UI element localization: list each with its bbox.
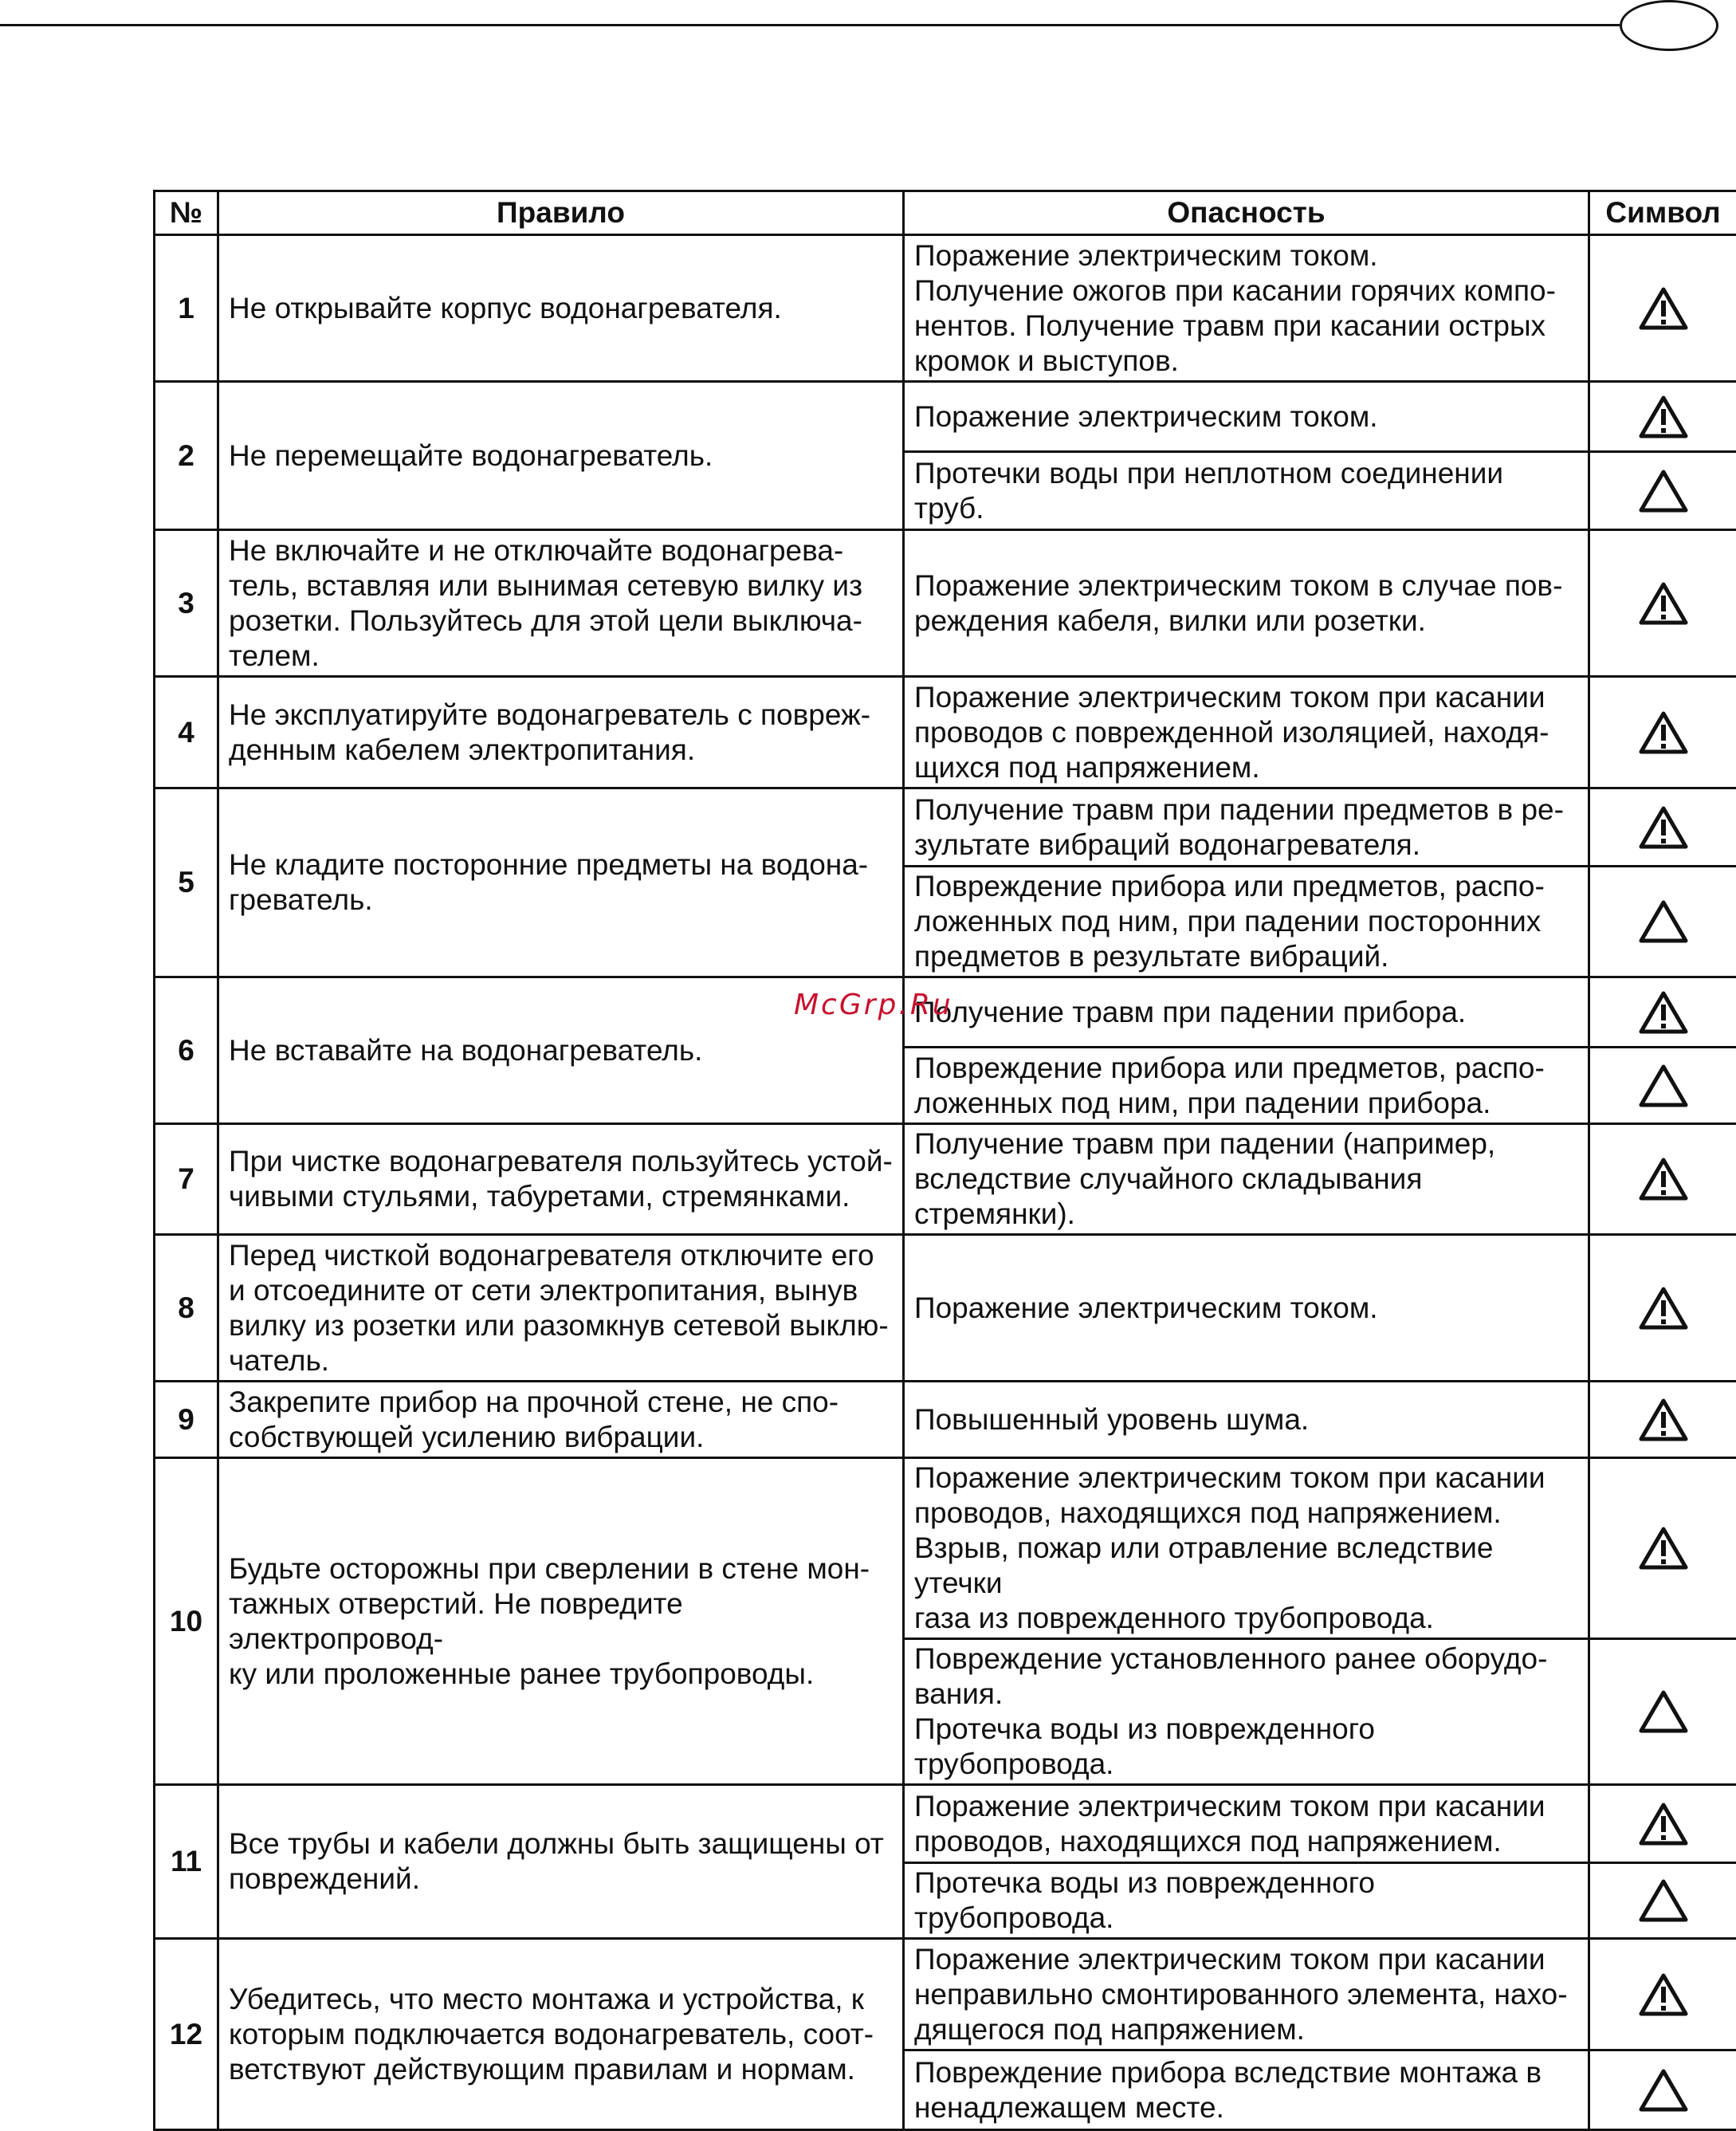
rule-number: 10: [155, 1458, 218, 1785]
danger-line: Поражение электрическим током.: [914, 399, 1578, 434]
table-row: [155, 788, 1736, 867]
rule-text: [218, 1235, 904, 1382]
danger-line: Получение травм при падении (например,: [914, 1126, 1578, 1162]
safety-rules-table: [153, 190, 1736, 2131]
danger-line: Взрыв, пожар или отравление вследствие утечки: [914, 1531, 1578, 1601]
rule-line: Не включайте и не отключайте водонагрева-: [229, 533, 893, 568]
danger-line: кромок и выступов.: [914, 344, 1578, 379]
rule-line: и отсоедините от сети электропитания, вынув: [229, 1273, 893, 1308]
warning-exclamation-icon: [1639, 287, 1688, 330]
danger-text: [904, 235, 1589, 382]
danger-text: [904, 530, 1589, 677]
danger-line: Поражение электрическим током в случае пов-: [914, 568, 1578, 604]
warning-exclamation-icon: [1639, 1158, 1688, 1201]
danger-text: [904, 788, 1589, 867]
danger-text: [904, 1863, 1589, 1939]
danger-line: Повреждение установленного ранее оборудо-: [914, 1641, 1578, 1677]
rule-line: ку или проложенные ранее трубопроводы.: [229, 1657, 893, 1692]
table-row: [155, 1785, 1736, 1863]
danger-line: труб.: [914, 491, 1578, 526]
danger-line: Повышенный уровень шума.: [914, 1402, 1578, 1437]
rule-number: 8: [155, 1235, 218, 1382]
table-row: [155, 1939, 1736, 2050]
table-row: [155, 677, 1736, 788]
watermark: McGrp.Ru: [794, 989, 953, 1021]
danger-line: нентов. Получение травм при касании острых: [914, 309, 1578, 344]
rule-text: [218, 677, 904, 788]
danger-text: [904, 2050, 1589, 2130]
rule-number: 9: [155, 1382, 218, 1458]
warning-exclamation-icon: [1639, 582, 1688, 625]
symbol-cell: [1589, 1785, 1736, 1863]
danger-line: ложенных под ним, при падении посторонних: [914, 904, 1578, 939]
rule-line: Не кладите посторонние предметы на водона-: [229, 847, 893, 883]
table-row: [155, 530, 1736, 677]
danger-line: Протечка воды из поврежденного трубопровода.: [914, 1712, 1578, 1782]
symbol-cell: [1589, 1235, 1736, 1382]
warning-exclamation-icon: [1639, 1527, 1688, 1570]
danger-text: [904, 867, 1589, 977]
rule-line: Не открывайте корпус водонагревателя.: [229, 291, 893, 326]
danger-text: [904, 1124, 1589, 1235]
symbol-cell: [1589, 1458, 1736, 1639]
table-row: [155, 382, 1736, 452]
danger-text: [904, 1639, 1589, 1785]
danger-line: ненадлежащем месте.: [914, 2090, 1578, 2125]
symbol-cell: [1589, 1863, 1736, 1939]
rule-text: [218, 1939, 904, 2130]
danger-line: вания.: [914, 1677, 1578, 1712]
rule-line: чивыми стульями, табуретами, стремянками.: [229, 1179, 893, 1214]
rule-number: 2: [155, 382, 218, 530]
danger-line: Повреждение прибора или предметов, распо-: [914, 869, 1578, 904]
page-number-oval: [1620, 0, 1718, 51]
danger-line: неправильно смонтированного элемента, нахо-: [914, 1977, 1578, 2012]
danger-line: Протечки воды при неплотном соединении: [914, 456, 1578, 491]
rule-line: собствующей усилению вибрации.: [229, 1420, 893, 1455]
danger-text: [904, 1382, 1589, 1458]
warning-triangle-icon: [1639, 470, 1688, 513]
danger-line: Получение травм при падении прибора.: [914, 995, 1578, 1030]
symbol-cell: [1589, 677, 1736, 788]
symbol-cell: [1589, 1382, 1736, 1458]
symbol-cell: [1589, 1939, 1736, 2050]
column-header-symbol: Символ: [1589, 191, 1736, 235]
rule-line: Убедитесь, что место монтажа и устройства, к: [229, 1982, 893, 2017]
rule-line: которым подключается водонагреватель, соот-: [229, 2017, 893, 2052]
warning-exclamation-icon: [1639, 1803, 1688, 1846]
danger-line: проводов с поврежденной изоляцией, находя-: [914, 715, 1578, 750]
column-header-num: №: [155, 191, 218, 235]
rule-line: Не вставайте на водонагреватель.: [229, 1033, 893, 1068]
rule-line: тажных отверстий. Не повредите электропровод-: [229, 1586, 893, 1657]
warning-triangle-icon: [1639, 1064, 1688, 1107]
danger-line: Поражение электрическим током при касании: [914, 1942, 1578, 1977]
table-row: [155, 1235, 1736, 1382]
rule-number: 7: [155, 1124, 218, 1235]
symbol-cell: [1589, 530, 1736, 677]
warning-triangle-icon: [1639, 1879, 1688, 1922]
rule-text: [218, 788, 904, 977]
rule-line: Не эксплуатируйте водонагреватель с повреж-: [229, 698, 893, 733]
rule-line: чатель.: [229, 1343, 893, 1378]
rule-text: [218, 530, 904, 677]
symbol-cell: [1589, 1048, 1736, 1124]
rule-line: Закрепите прибор на прочной стене, не спо-: [229, 1385, 893, 1420]
table-body: [155, 235, 1736, 2130]
rule-line: Перед чисткой водонагревателя отключите его: [229, 1238, 893, 1273]
danger-line: Протечка воды из поврежденного трубопровода.: [914, 1866, 1578, 1936]
column-header-rule: Правило: [218, 191, 904, 235]
symbol-cell: [1589, 2050, 1736, 2130]
danger-text: [904, 977, 1589, 1048]
rule-number: 12: [155, 1939, 218, 2130]
danger-line: проводов, находящихся под напряжением.: [914, 1496, 1578, 1531]
danger-text: [904, 1458, 1589, 1639]
rule-line: вилку из розетки или разомкнув сетевой выклю-: [229, 1308, 893, 1343]
warning-exclamation-icon: [1639, 395, 1688, 438]
danger-line: Поражение электрическим током при касании: [914, 680, 1578, 715]
rule-line: Не перемещайте водонагреватель.: [229, 438, 893, 474]
danger-line: зультате вибраций водонагревателя.: [914, 828, 1578, 863]
rule-text: [218, 1124, 904, 1235]
table-row: [155, 1382, 1736, 1458]
rule-number: 3: [155, 530, 218, 677]
rule-number: 11: [155, 1785, 218, 1939]
warning-exclamation-icon: [1639, 806, 1688, 849]
danger-line: Получение ожогов при касании горячих компо-: [914, 273, 1578, 309]
danger-line: Получение травм при падении предметов в ре-: [914, 792, 1578, 828]
danger-line: Поражение электрическим током при касании: [914, 1789, 1578, 1824]
warning-triangle-icon: [1639, 1690, 1688, 1733]
danger-line: реждения кабеля, вилки или розетки.: [914, 604, 1578, 639]
rule-number: 1: [155, 235, 218, 382]
danger-line: газа из поврежденного трубопровода.: [914, 1601, 1578, 1636]
rule-line: Все трубы и кабели должны быть защищены от: [229, 1826, 893, 1862]
top-rule: [0, 24, 1620, 26]
rule-text: [218, 1785, 904, 1939]
table-row: [155, 1124, 1736, 1235]
danger-line: Поражение электрическим током при касании: [914, 1461, 1578, 1496]
rule-text: [218, 382, 904, 530]
danger-line: щихся под напряжением.: [914, 750, 1578, 785]
rule-line: тель, вставляя или вынимая сетевую вилку из: [229, 568, 893, 604]
symbol-cell: [1589, 977, 1736, 1048]
danger-line: Поражение электрическим током.: [914, 1291, 1578, 1326]
rule-text: [218, 235, 904, 382]
rule-line: Будьте осторожны при сверлении в стене мон-: [229, 1551, 893, 1586]
danger-line: ложенных под ним, при падении прибора.: [914, 1086, 1578, 1121]
warning-exclamation-icon: [1639, 711, 1688, 754]
symbol-cell: [1589, 235, 1736, 382]
rule-line: При чистке водонагревателя пользуйтесь устой-: [229, 1144, 893, 1179]
warning-exclamation-icon: [1639, 991, 1688, 1034]
danger-text: [904, 1785, 1589, 1863]
rule-number: 4: [155, 677, 218, 788]
symbol-cell: [1589, 867, 1736, 977]
danger-text: [904, 677, 1589, 788]
danger-line: Поражение электрическим током.: [914, 238, 1578, 273]
warning-exclamation-icon: [1639, 1287, 1688, 1330]
table-row: [155, 1458, 1736, 1639]
symbol-cell: [1589, 1124, 1736, 1235]
danger-line: Повреждение прибора вследствие монтажа в: [914, 2055, 1578, 2090]
danger-text: [904, 452, 1589, 530]
danger-text: [904, 382, 1589, 452]
rule-line: денным кабелем электропитания.: [229, 733, 893, 768]
danger-text: [904, 1235, 1589, 1382]
danger-text: [904, 1939, 1589, 2050]
table-row: [155, 235, 1736, 382]
rule-text: [218, 1458, 904, 1785]
table-header-row: [155, 191, 1736, 235]
rule-number: 6: [155, 977, 218, 1124]
rule-line: ветствуют действующим правилам и нормам.: [229, 2052, 893, 2087]
danger-line: дящегося под напряжением.: [914, 2012, 1578, 2047]
rule-number: 5: [155, 788, 218, 977]
danger-text: [904, 1048, 1589, 1124]
symbol-cell: [1589, 1639, 1736, 1785]
symbol-cell: [1589, 382, 1736, 452]
rule-line: телем.: [229, 639, 893, 674]
warning-triangle-icon: [1639, 900, 1688, 943]
danger-line: Повреждение прибора или предметов, распо-: [914, 1051, 1578, 1086]
rule-line: розетки. Пользуйтесь для этой цели выключа-: [229, 604, 893, 639]
danger-line: предметов в результате вибраций.: [914, 939, 1578, 974]
symbol-cell: [1589, 452, 1736, 530]
danger-line: проводов, находящихся под напряжением.: [914, 1824, 1578, 1859]
warning-exclamation-icon: [1639, 1973, 1688, 2016]
warning-triangle-icon: [1639, 2069, 1688, 2112]
danger-line: вследствие случайного складывания стремянки).: [914, 1162, 1578, 1232]
warning-exclamation-icon: [1639, 1398, 1688, 1441]
rule-line: повреждений.: [229, 1862, 893, 1897]
symbol-cell: [1589, 788, 1736, 867]
rule-text: [218, 1382, 904, 1458]
column-header-danger: Опасность: [904, 191, 1589, 235]
rule-line: греватель.: [229, 883, 893, 918]
